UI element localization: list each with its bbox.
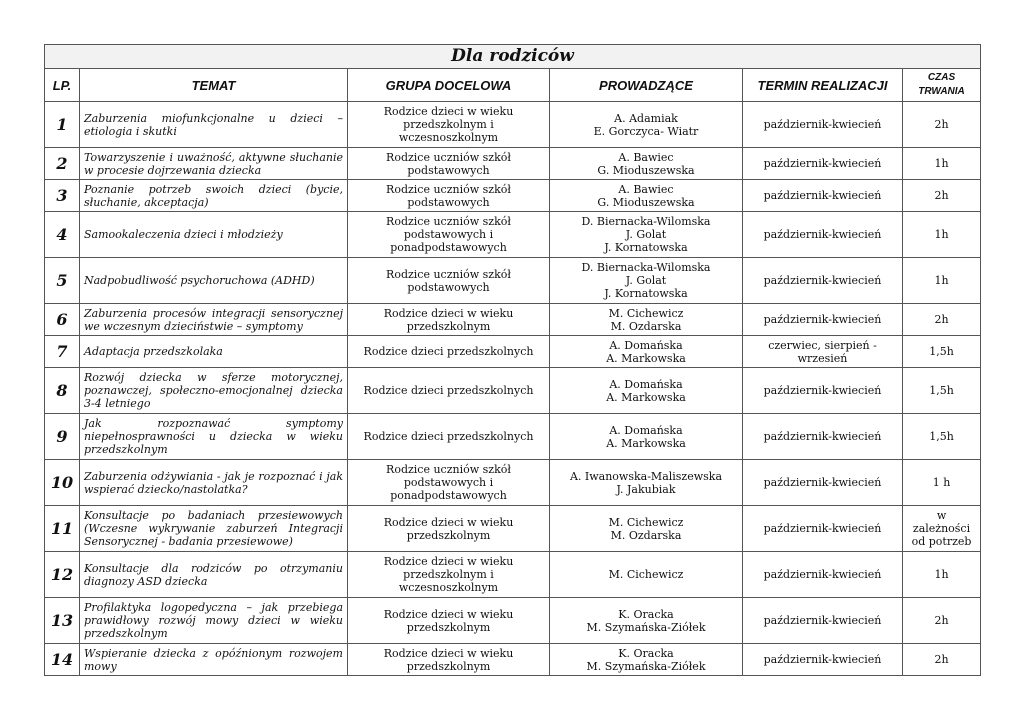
term-cell-line: październik-kwiecień: [763, 430, 882, 443]
header-czas: [903, 69, 981, 102]
term-cell: [743, 598, 903, 644]
table-row: [45, 598, 981, 644]
presenters-cell-line: A. Domańska: [609, 423, 683, 437]
target-group-cell: [348, 304, 550, 336]
table-body: [45, 102, 981, 676]
presenters-cell: [550, 258, 743, 304]
target-group-cell-line: Rodzice uczniów szkół: [386, 463, 511, 476]
duration-cell-line: w zależności: [912, 509, 971, 535]
target-group-cell-line: Rodzice dzieci w wieku: [383, 105, 514, 118]
term-cell-line: wrzesień: [797, 351, 848, 365]
presenters-cell-line: A. Markowska: [606, 390, 686, 404]
duration-cell: [903, 552, 981, 598]
term-cell: [743, 180, 903, 212]
presenters-cell: [550, 304, 743, 336]
duration-cell-line: 1,5h: [929, 430, 954, 443]
table-row: [45, 336, 981, 368]
duration-cell-line: 2h: [934, 653, 949, 666]
header-termin: TERMIN REALIZACJI: [743, 69, 903, 102]
presenters-cell: [550, 460, 743, 506]
duration-cell: [903, 368, 981, 414]
presenters-cell-line: J. Kornatowska: [604, 241, 688, 254]
duration-cell-line: 2h: [934, 614, 949, 627]
presenters-cell-line: A. Iwanowska-Maliszewska: [569, 469, 723, 483]
presenters-cell: [550, 598, 743, 644]
table-row: [45, 552, 981, 598]
term-cell: [743, 258, 903, 304]
duration-cell: [903, 336, 981, 368]
table-row: [45, 258, 981, 304]
row-number: 11: [45, 506, 80, 552]
duration-cell: [903, 304, 981, 336]
schedule-table: [44, 44, 981, 676]
topic-cell: Jak rozpoznawać symptomy niepełnosprawności u dziecka w wieku przedszkolnym: [80, 414, 348, 460]
presenters-cell: [550, 506, 743, 552]
presenters-cell: [550, 414, 743, 460]
target-group-cell-line: podstawowych: [407, 163, 490, 177]
target-group-cell-line: Rodzice dzieci w wieku: [383, 306, 514, 320]
presenters-cell-line: J. Jakubiak: [616, 482, 676, 496]
header-czas-line2: TRWANIA: [918, 86, 965, 97]
duration-cell-line: 1h: [934, 274, 949, 287]
duration-cell-line: 2h: [934, 189, 949, 202]
target-group-cell: [348, 258, 550, 304]
presenters-cell: [550, 336, 743, 368]
row-number: 3: [45, 180, 80, 212]
presenters-cell: [550, 102, 743, 148]
topic-cell: Zaburzenia procesów integracji sensorycznej we wczesnym dzieciństwie – symptomy: [80, 304, 348, 336]
topic-cell: Adaptacja przedszkolaka: [80, 336, 348, 368]
term-cell-line: październik-kwiecień: [763, 653, 882, 666]
target-group-cell: [348, 336, 550, 368]
target-group-cell: [348, 368, 550, 414]
presenters-cell-line: A. Bawiec: [618, 150, 674, 164]
row-number: 9: [45, 414, 80, 460]
duration-cell-line: 2h: [934, 118, 949, 131]
row-number: 2: [45, 148, 80, 180]
topic-cell: Samookaleczenia dzieci i młodzieży: [80, 212, 348, 258]
presenters-cell-line: A. Bawiec: [618, 182, 674, 196]
presenters-cell-line: M. Cichewicz: [608, 568, 684, 581]
target-group-cell: [348, 414, 550, 460]
term-cell: [743, 506, 903, 552]
target-group-cell-line: Rodzice uczniów szkół: [386, 182, 511, 196]
duration-cell: [903, 460, 981, 506]
target-group-cell-line: Rodzice dzieci w wieku: [383, 555, 514, 568]
target-group-cell: [348, 598, 550, 644]
presenters-cell-line: M. Cichewicz: [608, 306, 684, 320]
duration-cell-line: 1,5h: [929, 384, 954, 397]
table-row: [45, 304, 981, 336]
term-cell: [743, 552, 903, 598]
header-grupa: GRUPA DOCELOWA: [348, 69, 550, 102]
term-cell: [743, 644, 903, 676]
term-cell: [743, 102, 903, 148]
presenters-cell-line: K. Oracka: [618, 607, 674, 621]
term-cell-line: październik-kwiecień: [763, 614, 882, 627]
target-group-cell: [348, 212, 550, 258]
presenters-cell-line: M. Cichewicz: [608, 515, 684, 529]
target-group-cell-line: podstawowych: [407, 195, 490, 209]
target-group-cell: [348, 644, 550, 676]
presenters-cell: [550, 212, 743, 258]
term-cell: [743, 304, 903, 336]
topic-cell: Profilaktyka logopedyczna – jak przebiega prawidłowy rozwój mowy dzieci w wieku przedszkolnym: [80, 598, 348, 644]
term-cell-line: październik-kwiecień: [763, 568, 882, 581]
target-group-cell-line: podstawowych: [407, 280, 490, 294]
row-number: 10: [45, 460, 80, 506]
presenters-cell: [550, 644, 743, 676]
target-group-cell-line: wczesnoszkolnym: [398, 131, 499, 144]
target-group-cell-line: Rodzice uczniów szkół: [386, 267, 511, 281]
term-cell-line: czerwiec, sierpień -: [768, 338, 877, 352]
presenters-cell-line: M. Ozdarska: [610, 528, 682, 542]
table-row: [45, 368, 981, 414]
target-group-cell: [348, 460, 550, 506]
target-group-cell-line: wczesnoszkolnym: [398, 581, 499, 594]
duration-cell: [903, 180, 981, 212]
presenters-cell: [550, 148, 743, 180]
term-cell-line: październik-kwiecień: [763, 522, 882, 535]
term-cell: [743, 460, 903, 506]
duration-cell-line: 1 h: [932, 476, 951, 489]
topic-cell: Wspieranie dziecka z opóźnionym rozwojem mowy: [80, 644, 348, 676]
duration-cell: [903, 644, 981, 676]
table-row: [45, 414, 981, 460]
document-sheet: [44, 44, 980, 676]
term-cell-line: październik-kwiecień: [763, 157, 882, 170]
term-cell-line: październik-kwiecień: [763, 313, 882, 326]
topic-cell: Poznanie potrzeb swoich dzieci (bycie, słuchanie, akceptacja): [80, 180, 348, 212]
target-group-cell-line: przedszkolnym: [406, 319, 491, 333]
target-group-cell-line: Rodzice dzieci przedszkolnych: [363, 345, 534, 358]
target-group-cell-line: Rodzice dzieci w wieku: [383, 515, 514, 529]
duration-cell: [903, 598, 981, 644]
term-cell-line: październik-kwiecień: [763, 384, 882, 397]
presenters-cell-line: M. Ozdarska: [610, 319, 682, 333]
target-group-cell-line: podstawowych i: [403, 228, 494, 241]
presenters-cell-line: G. Mioduszewska: [597, 163, 695, 177]
duration-cell-line: 1h: [934, 568, 949, 581]
target-group-cell-line: przedszkolnym i: [403, 568, 494, 581]
presenters-cell-line: M. Szymańska-Ziółek: [586, 659, 706, 673]
target-group-cell-line: przedszkolnym i: [403, 118, 494, 131]
duration-cell-line: 1h: [934, 157, 949, 170]
presenters-cell-line: D. Biernacka-Wilomska: [581, 261, 711, 274]
duration-cell-line: od potrzeb: [911, 535, 972, 548]
table-row: [45, 102, 981, 148]
target-group-cell-line: Rodzice dzieci w wieku: [383, 646, 514, 660]
presenters-cell-line: J. Golat: [625, 274, 667, 287]
presenters-cell-line: D. Biernacka-Wilomska: [581, 215, 711, 228]
header-lp: LP.: [45, 69, 80, 102]
presenters-cell-line: E. Gorczyca- Wiatr: [593, 124, 699, 138]
row-number: 8: [45, 368, 80, 414]
duration-cell-line: 1h: [934, 228, 949, 241]
duration-cell: [903, 414, 981, 460]
topic-cell: Konsultacje po badaniach przesiewowych (Wczesne wykrywanie zaburzeń Integracji Sensorycznej - badania przesiewowe): [80, 506, 348, 552]
duration-cell: [903, 258, 981, 304]
term-cell-line: październik-kwiecień: [763, 228, 882, 241]
term-cell: [743, 148, 903, 180]
target-group-cell-line: Rodzice dzieci przedszkolnych: [363, 430, 534, 443]
presenters-cell-line: A. Markowska: [606, 351, 686, 365]
row-number: 4: [45, 212, 80, 258]
target-group-cell: [348, 506, 550, 552]
topic-cell: Rozwój dziecka w sferze motorycznej, poznawczej, społeczno-emocjonalnej dziecka 3-4 letniego: [80, 368, 348, 414]
table-row: [45, 212, 981, 258]
target-group-cell-line: Rodzice uczniów szkół: [386, 215, 511, 228]
presenters-cell: [550, 368, 743, 414]
term-cell: [743, 368, 903, 414]
term-cell-line: październik-kwiecień: [763, 189, 882, 202]
target-group-cell-line: przedszkolnym: [406, 620, 491, 634]
presenters-cell: [550, 552, 743, 598]
row-number: 13: [45, 598, 80, 644]
target-group-cell: [348, 552, 550, 598]
presenters-cell: [550, 180, 743, 212]
target-group-cell-line: podstawowych i: [403, 476, 494, 489]
presenters-cell-line: A. Markowska: [606, 436, 686, 450]
term-cell: [743, 414, 903, 460]
presenters-cell-line: M. Szymańska-Ziółek: [586, 620, 706, 634]
duration-cell: [903, 212, 981, 258]
duration-cell: [903, 148, 981, 180]
table-row: [45, 148, 981, 180]
target-group-cell-line: Rodzice dzieci w wieku: [383, 607, 514, 621]
target-group-cell-line: Rodzice uczniów szkół: [386, 150, 511, 164]
table-row: [45, 644, 981, 676]
table-title: Dla rodziców: [45, 45, 981, 69]
target-group-cell-line: ponadpodstawowych: [390, 241, 507, 254]
row-number: 14: [45, 644, 80, 676]
duration-cell: [903, 102, 981, 148]
duration-cell-line: 1,5h: [929, 345, 954, 358]
term-cell-line: październik-kwiecień: [763, 274, 882, 287]
topic-cell: Konsultacje dla rodziców po otrzymaniu diagnozy ASD dziecka: [80, 552, 348, 598]
term-cell-line: październik-kwiecień: [763, 118, 882, 131]
target-group-cell-line: Rodzice dzieci przedszkolnych: [363, 384, 534, 397]
target-group-cell: [348, 148, 550, 180]
presenters-cell-line: A. Domańska: [609, 338, 683, 352]
row-number: 6: [45, 304, 80, 336]
term-cell: [743, 212, 903, 258]
target-group-cell-line: ponadpodstawowych: [390, 489, 507, 502]
target-group-cell: [348, 102, 550, 148]
duration-cell-line: 2h: [934, 313, 949, 326]
term-cell-line: październik-kwiecień: [763, 476, 882, 489]
presenters-cell-line: A. Domańska: [609, 377, 683, 391]
presenters-cell-line: G. Mioduszewska: [597, 195, 695, 209]
presenters-cell-line: J. Kornatowska: [604, 287, 688, 300]
target-group-cell-line: przedszkolnym: [406, 528, 491, 542]
header-temat: TEMAT: [80, 69, 348, 102]
target-group-cell-line: przedszkolnym: [406, 659, 491, 673]
table-row: [45, 506, 981, 552]
topic-cell: Nadpobudliwość psychoruchowa (ADHD): [80, 258, 348, 304]
target-group-cell: [348, 180, 550, 212]
header-czas-line1: CZAS: [927, 72, 956, 83]
topic-cell: Zaburzenia miofunkcjonalne u dzieci – etiologia i skutki: [80, 102, 348, 148]
row-number: 1: [45, 102, 80, 148]
table-row: [45, 180, 981, 212]
presenters-cell-line: A. Adamiak: [614, 111, 678, 125]
row-number: 5: [45, 258, 80, 304]
table-row: [45, 460, 981, 506]
topic-cell: Towarzyszenie i uważność, aktywne słuchanie w procesie dojrzewania dziecka: [80, 148, 348, 180]
presenters-cell-line: K. Oracka: [618, 646, 674, 660]
row-number: 12: [45, 552, 80, 598]
term-cell: [743, 336, 903, 368]
presenters-cell-line: J. Golat: [625, 228, 667, 241]
duration-cell: [903, 506, 981, 552]
row-number: 7: [45, 336, 80, 368]
topic-cell: Zaburzenia odżywiania - jak je rozpoznać i jak wspierać dziecko/nastolatka?: [80, 460, 348, 506]
header-prowadzace: PROWADZĄCE: [550, 69, 743, 102]
